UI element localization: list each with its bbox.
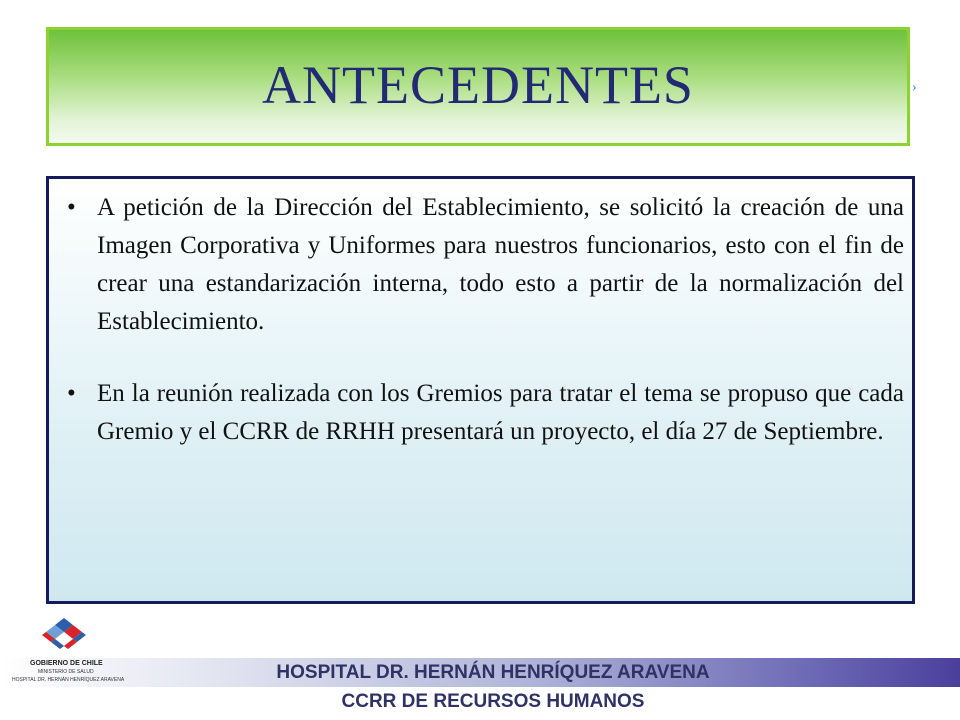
bullet-dot-icon: • [67,194,76,221]
bullet-text: En la reunión realizada con los Gremios para tratar el tema se propuso que cada Gremio y el CCRR de RRHH presentará un proyecto, el día 27 de Septiembre. [97,380,904,445]
logo-line-2: MINISTERIO DE SALUD [38,669,94,675]
bullet-item [49,375,912,451]
bullet-text: A petición de la Dirección del Establecimiento, se solicitó la creación de una Imagen Corporativa y Uniformes para nuestros funcionarios, esto con el fin de crear una estandarización interna, todo esto a partir de la normalización del Establecimiento. [97,194,904,335]
logo-line-1: GOBIERNO DE CHILE [30,660,103,667]
slide-title: ANTECEDENTES [262,54,694,115]
footer-department: CCRR DE RECURSOS HUMANOS [341,691,645,712]
bullet-item [49,189,912,341]
arrow-marker-icon: › [912,80,917,95]
content-panel [46,176,915,604]
logo-line-3: HOSPITAL DR. HERNÁN HENRÍQUEZ ARAVENA [12,677,125,683]
footer-hospital-name: HOSPITAL DR. HERNÁN HENRÍQUEZ ARAVENA [276,662,710,683]
bullet-dot-icon: • [67,380,76,407]
bullet-list [49,189,912,451]
title-banner [46,27,910,146]
